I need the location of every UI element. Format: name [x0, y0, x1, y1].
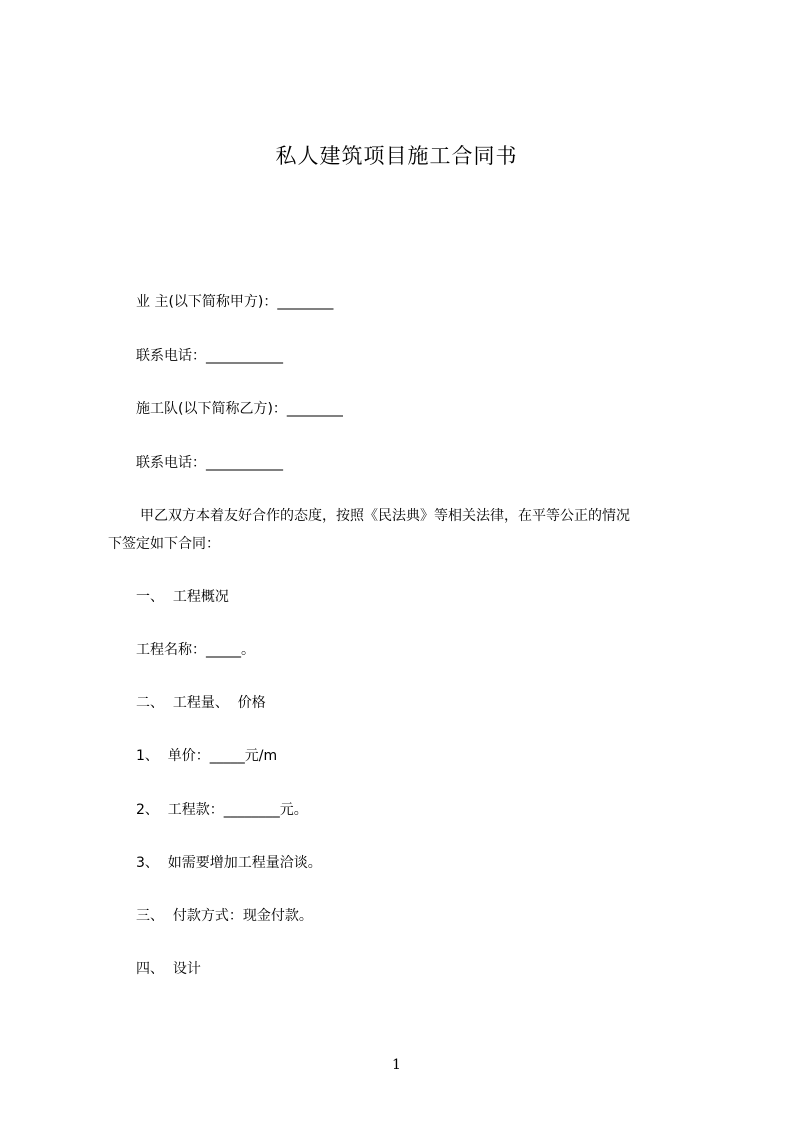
intro-paragraph-line1: 甲乙双方本着友好合作的态度，按照《民法典》等相关法律，在平等公正的情况 — [140, 508, 630, 524]
project-name-line: 工程名称：_____。 — [136, 642, 255, 658]
owner-line: 业 主(以下简称甲方)：________ — [136, 294, 334, 310]
extra-work-line: 3、 如需要增加工程量洽谈。 — [136, 855, 322, 871]
contractor-phone-line: 联系电话：___________ — [136, 455, 283, 471]
section1-heading: 一、 工程概况 — [136, 589, 229, 605]
section2-heading: 二、 工程量、 价格 — [136, 695, 266, 711]
page-number: 1 — [392, 1057, 401, 1073]
intro-paragraph-line2: 下签定如下合同： — [108, 536, 220, 552]
owner-phone-line: 联系电话：___________ — [136, 348, 283, 364]
section4-heading: 四、 设计 — [136, 961, 201, 977]
section3-heading: 三、 付款方式：现金付款。 — [136, 908, 313, 924]
document-title: 私人建筑项目施工合同书 — [275, 144, 518, 168]
unit-price-line: 1、 单价：_____元/m — [136, 748, 278, 764]
project-payment-line: 2、 工程款：________元。 — [136, 802, 308, 818]
contractor-line: 施工队(以下简称乙方)：________ — [136, 401, 343, 417]
